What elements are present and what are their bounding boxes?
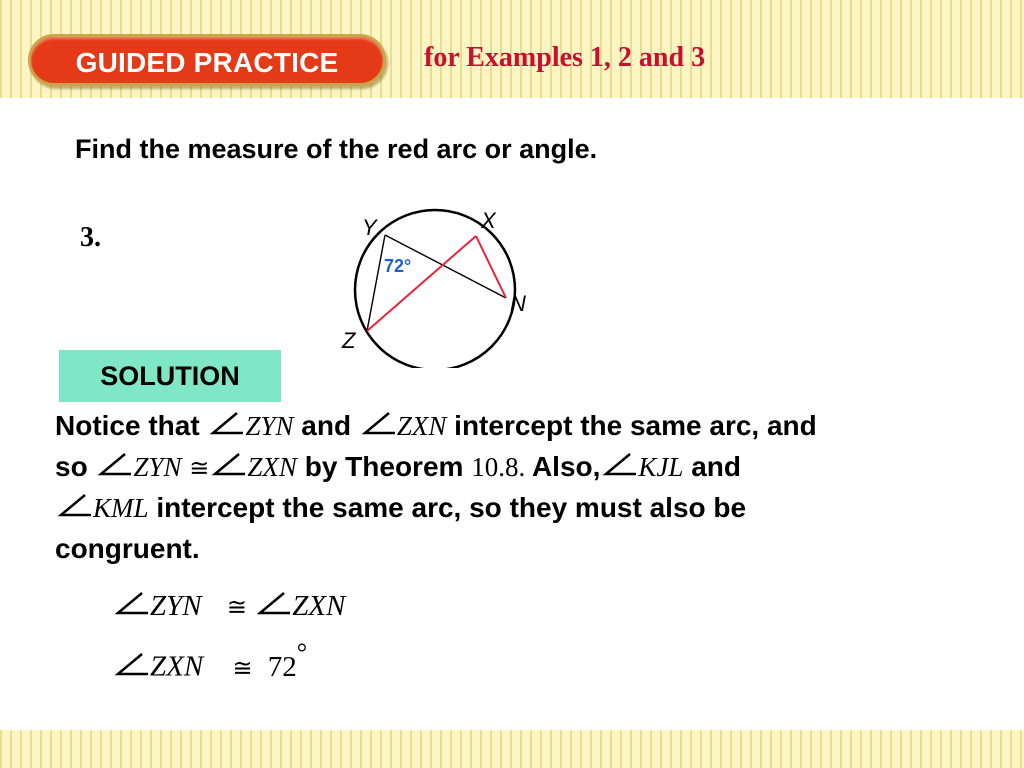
text-intercept-2: intercept the same arc, so they must also be xyxy=(156,492,747,523)
congruent-symbol: ≅ xyxy=(232,653,253,682)
problem-number: 3. xyxy=(80,222,101,253)
congruent-symbol: ≅ xyxy=(226,593,247,621)
solution-line-3 xyxy=(55,492,746,524)
circle-figure xyxy=(330,198,550,373)
angle-icon xyxy=(207,411,245,437)
solution-heading: SOLUTION xyxy=(100,361,240,391)
congruent-symbol: ≅ xyxy=(189,454,210,482)
degree-symbol: ° xyxy=(296,638,308,667)
label-x: X xyxy=(481,208,496,233)
label-y: Y xyxy=(362,215,377,240)
angle-icon xyxy=(209,452,247,478)
equation-1 xyxy=(112,590,345,623)
angle-zyn: ZYN xyxy=(245,411,294,441)
angle-icon xyxy=(112,652,150,678)
eq2-left: ZXN xyxy=(150,650,204,683)
angle-kjl: KJL xyxy=(638,452,684,482)
label-z: Z xyxy=(342,328,356,353)
solution-line-1 xyxy=(55,410,817,442)
badge-label: GUIDED PRACTICE xyxy=(75,47,339,78)
text-and: and xyxy=(301,410,352,441)
angle-icon xyxy=(600,452,638,478)
text-notice: Notice that xyxy=(55,410,200,441)
eq2-value: 72 xyxy=(267,650,297,683)
solution-heading-box xyxy=(59,350,281,402)
header-subtitle: for Examples 1, 2 and 3 xyxy=(424,42,706,73)
eq1-left: ZYN xyxy=(150,590,202,622)
angle-label: 72° xyxy=(384,256,412,276)
instruction-text: Find the measure of the red arc or angle. xyxy=(75,134,598,164)
circle xyxy=(355,210,515,368)
equation-2 xyxy=(112,638,308,684)
angle-icon xyxy=(95,452,133,478)
text-so: so xyxy=(55,451,88,482)
angle-zxn: ZXN xyxy=(247,452,297,482)
angle-zyn: ZYN xyxy=(133,452,182,482)
footer-band xyxy=(0,730,1024,768)
guided-practice-badge xyxy=(28,34,386,86)
solution-line-4 xyxy=(55,533,200,565)
angle-icon xyxy=(55,493,93,519)
angle-zxn: ZXN xyxy=(396,411,447,441)
text-by-theorem: by Theorem xyxy=(304,451,464,482)
label-n: N xyxy=(510,291,526,316)
angle-kml: KML xyxy=(93,493,149,523)
text-intercept: intercept the same arc, and xyxy=(454,410,817,441)
angle-icon xyxy=(254,591,292,617)
angle-icon xyxy=(112,591,150,617)
text-congruent: congruent. xyxy=(55,533,200,564)
text-and: and xyxy=(691,451,741,482)
angle-icon xyxy=(359,411,397,437)
eq1-right: ZXN xyxy=(292,590,346,622)
text-also: Also, xyxy=(531,451,601,482)
chord-zx xyxy=(367,236,476,331)
theorem-number: 10.8. xyxy=(471,452,526,482)
solution-line-2 xyxy=(55,451,741,483)
